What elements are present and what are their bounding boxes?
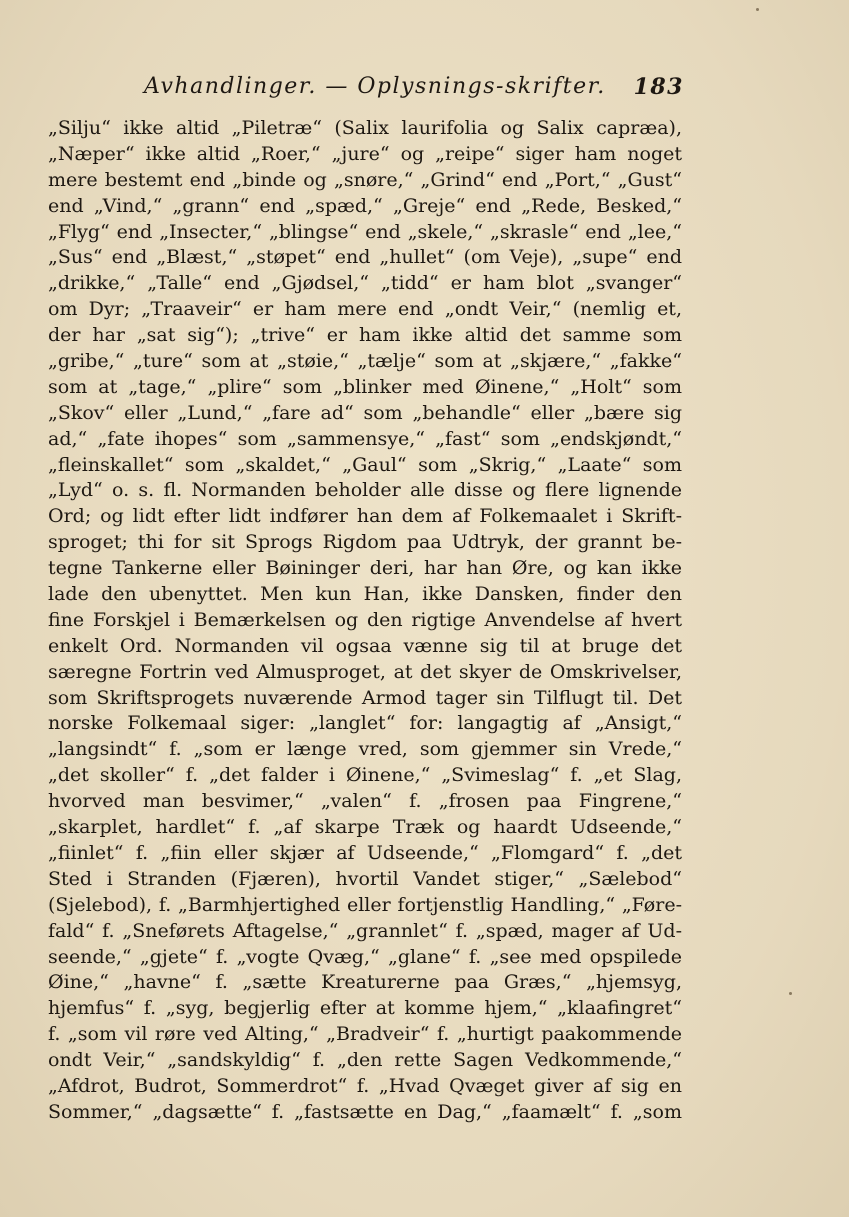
text-line: Sommer,“ „dagsætte“ f. „fastsætte en Dag,“ „faamælt“ f. „som — [48, 1100, 682, 1123]
text-line: „fleinskallet“ som „skaldet,“ „Gaul“ som „Skrig,“ „Laate“ som — [48, 453, 682, 476]
text-line: særegne Fortrin ved Almusproget, at det skyer de Omskrivelser, — [48, 660, 682, 683]
text-line: tegne Tankerne eller Bøininger deri, har han Øre, og kan ikke — [48, 557, 682, 580]
body-text — [48, 116, 682, 1126]
text-line: „drikke,“ „Talle“ end „Gjødsel,“ „tidd“ er ham blot „svanger“ — [48, 272, 682, 295]
paper-speck — [789, 992, 792, 995]
text-line: „Afdrot, Budrot, Sommerdrot“ f. „Hvad Qvæget giver af sig en — [48, 1074, 682, 1097]
text-line: ondt Veir,“ „sandskyldig“ f. „den rette Sagen Vedkommende,“ — [48, 1049, 682, 1072]
text-line: „Silju“ ikke altid „Piletræ“ (Salix laurifolia og Salix capræa), — [48, 117, 682, 139]
text-line: (Sjelebod), f. „Barmhjertighed eller fortjenstlig Handling,“ „Føre- — [48, 893, 682, 916]
text-line: „skarplet, hardlet“ f. „af skarpe Træk og haardt Udseende,“ — [48, 816, 682, 839]
text-line: „Lyd“ o. s. fl. Normanden beholder alle disse og flere lignende — [48, 479, 682, 502]
text-line: lade den ubenyttet. Men kun Han, ikke Dansken, finder den — [48, 583, 682, 606]
text-line: hvorved man besvimer,“ „valen“ f. „frosen paa Fingrene,“ — [48, 790, 682, 813]
text-line: Sted i Stranden (Fjæren), hvortil Vandet stiger,“ „Sælebod“ — [48, 867, 682, 890]
text-line: „langsindt“ f. „som er længe vred, som gjemmer sin Vrede,“ — [48, 738, 682, 761]
page-header — [144, 74, 684, 106]
text-line: norske Folkemaal siger: „langlet“ for: langagtig af „Ansigt,“ — [48, 712, 682, 735]
text-line: seende,“ „gjete“ f. „vogte Qvæg,“ „glane“ f. „see med opspilede — [48, 945, 682, 968]
page-number: 183 — [633, 74, 684, 100]
text-line: Ord; og lidt efter lidt indfører han dem af Folkemaalet i Skrift- — [48, 505, 682, 528]
text-line: hjemfus“ f. „syg, begjerlig efter at komme hjem,“ „klaafingret“ — [48, 997, 682, 1020]
text-line: fine Forskjel i Bemærkelsen og den rigtige Anvendelse af hvert — [48, 608, 682, 631]
text-line: ad,“ „fate ihopes“ som „sammensye,“ „fast“ som „endskjøndt,“ — [48, 427, 682, 450]
text-line: mere bestemt end „binde og „snøre,“ „Grind“ end „Port,“ „Gust“ — [48, 168, 682, 191]
text-line: fald“ f. „Sneførets Aftagelse,“ „grannlet“ f. „spæd, mager af Ud- — [48, 919, 682, 942]
text-line: „Næper“ ikke altid „Roer,“ „jure“ og „reipe“ siger ham noget — [48, 142, 682, 165]
text-line: Øine,“ „havne“ f. „sætte Kreaturerne paa Græs,“ „hjemsyg, — [48, 971, 682, 994]
text-line: „det skoller“ f. „det falder i Øinene,“ „Svimeslag“ f. „et Slag, — [48, 764, 682, 787]
text-line: som at „tage,“ „plire“ som „blinker med Øinene,“ „Holt“ som — [48, 375, 682, 398]
text-line: „Sus“ end „Blæst,“ „støpet“ end „hullet“ (om Veje), „supe“ end — [48, 246, 682, 269]
text-line: „Flyg“ end „Insecter,“ „blingse“ end „skele,“ „skrasle“ end „lee,“ — [48, 220, 682, 243]
text-line: der har „sat sig“); „trive“ er ham ikke altid det samme som — [48, 324, 682, 347]
text-line: „Skov“ eller „Lund,“ „fare ad“ som „behandle“ eller „bære sig — [48, 401, 682, 424]
text-line: enkelt Ord. Normanden vil ogsaa vænne sig til at bruge det — [48, 634, 682, 657]
paper-speck — [756, 8, 759, 11]
text-line: som Skriftsprogets nuværende Armod tager sin Tilflugt til. Det — [48, 686, 682, 709]
text-line: om Dyr; „Traaveir“ er ham mere end „ondt Veir,“ (nemlig et, — [48, 298, 682, 321]
text-line: sproget; thi for sit Sprogs Rigdom paa Udtryk, der grannt be- — [48, 531, 682, 554]
text-line: „gribe,“ „ture“ som at „støie,“ „tælje“ som at „skjære,“ „fakke“ — [48, 350, 682, 373]
running-title: Avhandlinger. — Oplysnings-skrifter. — [144, 74, 606, 99]
text-line: end „Vind,“ „grann“ end „spæd,“ „Greje“ end „Rede, Besked,“ — [48, 194, 682, 217]
text-line: „fiinlet“ f. „fiin eller skjær af Udseende,“ „Flomgard“ f. „det — [48, 841, 682, 864]
text-line: f. „som vil røre ved Alting,“ „Bradveir“ f. „hurtigt paakommende — [48, 1023, 682, 1046]
